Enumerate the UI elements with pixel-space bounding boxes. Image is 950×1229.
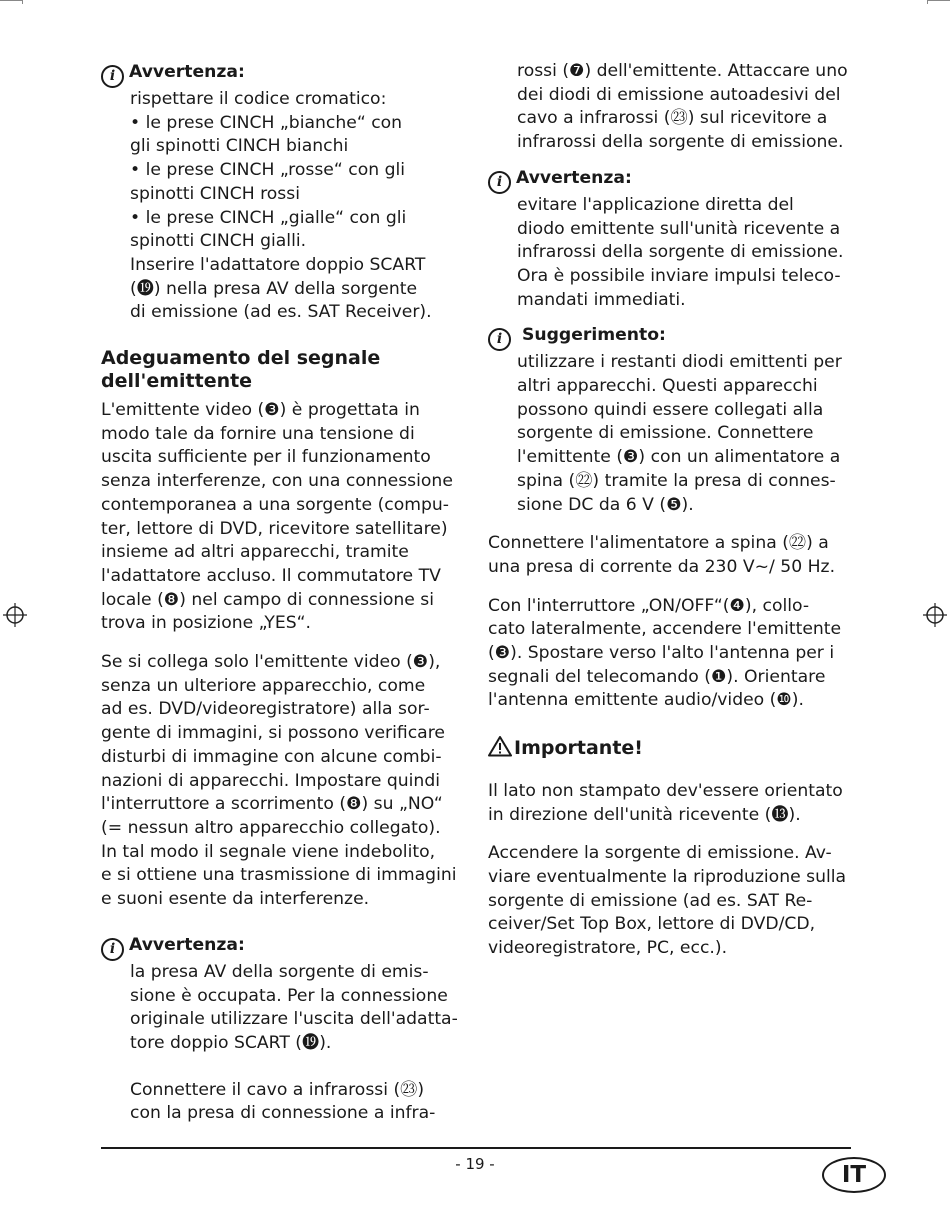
heading-line: Adeguamento del segnale [101, 347, 381, 370]
text-line: trova in posizione „YES“. [101, 613, 312, 634]
note-avvertenza-av [101, 934, 459, 1126]
text-line: ad es. DVD/videoregistratore) alla sor- [101, 699, 430, 720]
text-line: infrarossi della sorgente di emissione. [517, 132, 844, 153]
footer-divider [101, 1147, 851, 1149]
text-line: uscita sufficiente per il funzionamento [101, 447, 431, 468]
text-line: evitare l'applicazione diretta del [517, 194, 794, 215]
text-line: una presa di corrente da 230 V~/ 50 Hz. [488, 556, 836, 577]
text-line: rossi (❼) dell'emittente. Attaccare uno [517, 61, 848, 81]
text-line: con la presa di connessione a infra- [130, 1103, 436, 1124]
text-line: di emissione (ad es. SAT Receiver). [130, 302, 432, 323]
text-line: modo tale da fornire una tensione di [101, 423, 415, 444]
heading-line: dell'emittente [101, 370, 253, 393]
paragraph [488, 842, 848, 961]
text-line: altri apparecchi. Questi apparecchi [517, 376, 818, 397]
paragraph [488, 532, 848, 579]
text-line: Connettere l'alimentatore a spina (㉒) a [488, 533, 829, 554]
text-line: l'interruttore a scorrimento (❽) su „NO“ [101, 794, 443, 815]
text-line: l'antenna emittente audio/video (❿). [488, 690, 804, 711]
info-icon: i [101, 938, 124, 961]
note-title: Avvertenza: [129, 934, 245, 955]
text-line: Con l'interruttore „ON/OFF“(❹), collo- [488, 595, 810, 616]
warning-icon [488, 735, 512, 757]
text-line: rispettare il codice cromatico: [130, 89, 387, 109]
text-line: infrarossi della sorgente di emissione. [517, 242, 844, 263]
text-line: sorgente di emissione. Connettere [517, 423, 814, 444]
text-line: In tal modo il segnale viene indebolito, [101, 841, 436, 862]
text-line: la presa AV della sorgente di emis- [130, 961, 429, 982]
text-line: segnali del telecomando (❶). Orientare [488, 666, 826, 687]
text-line: gli spinotti CINCH bianchi [130, 136, 349, 157]
info-icon: i [488, 328, 511, 351]
text-line: (= nessun altro apparecchio collegato). [101, 817, 441, 838]
crop-mark [22, 0, 23, 4]
note-title: Suggerimento: [521, 325, 666, 346]
paragraph [101, 651, 459, 912]
text-line: sione è occupata. Per la connessione [130, 985, 448, 1006]
registration-mark-icon [923, 603, 947, 627]
crop-mark [927, 0, 928, 4]
text-line: tore doppio SCART (⓳). [130, 1032, 332, 1053]
text-line: contemporanea a una sorgente (compu- [101, 494, 449, 515]
text-line: (⓳) nella presa AV della sorgente [130, 278, 418, 299]
text-line: senza interferenze, con una connessione [101, 471, 453, 492]
text-line: insieme ad altri apparecchi, tramite [101, 542, 409, 563]
text-line: Accendere la sorgente di emissione. Av- [488, 843, 832, 864]
text-line: dei diodi di emissione autoadesivi del [517, 84, 841, 105]
right-column [488, 60, 848, 961]
text-line: videoregistratore, PC, ecc.). [488, 938, 728, 959]
text-line: nazioni di apparecchi. Impostare quindi [101, 770, 441, 791]
important-title: Importante! [514, 737, 643, 760]
section-heading [101, 347, 459, 393]
text-line: • le prese CINCH „gialle“ con gli [130, 207, 407, 228]
text-line: in direzione dell'unità ricevente (⓭). [488, 804, 801, 825]
text-line: locale (❽) nel campo di connessione si [101, 589, 435, 610]
text-line: Ora è possibile inviare impulsi teleco- [517, 265, 841, 286]
text-line: e si ottiene una trasmissione di immagini [101, 865, 457, 886]
note-suggerimento [488, 324, 848, 517]
text-line: Il lato non stampato dev'essere orientato [488, 780, 843, 801]
text-line: sorgente di emissione (ad es. SAT Re- [488, 890, 813, 911]
text-line: mandati immediati. [517, 289, 686, 310]
text-line: l'emittente (❸) con un alimentatore a [517, 447, 841, 468]
text-line: sione DC da 6 V (❺). [517, 494, 694, 515]
text-line: disturbi di immagine con alcune combi- [101, 746, 442, 767]
crop-mark [928, 0, 950, 1]
registration-mark-icon [3, 603, 27, 627]
text-line: e suoni esente da interferenze. [101, 889, 370, 910]
text-line: Se si collega solo l'emittente video (❸), [101, 652, 441, 673]
text-line: ceiver/Set Top Box, lettore di DVD/CD, [488, 914, 816, 935]
note-title: Avvertenza: [516, 167, 632, 188]
text-line: • le prese CINCH „bianche“ con [130, 112, 403, 133]
paragraph [488, 595, 848, 714]
language-badge: IT [822, 1157, 886, 1193]
text-line: L'emittente video (❸) è progettata in [101, 400, 420, 421]
text-line: gente di immagini, si possono verificare [101, 723, 445, 744]
text-line: possono quindi essere collegati alla [517, 399, 824, 420]
text-line: cavo a infrarossi (㉓) sul ricevitore a [517, 108, 828, 129]
important-heading [488, 735, 848, 761]
page-number: - 19 - [455, 1155, 495, 1173]
paragraph [101, 399, 459, 636]
text-line: spinotti CINCH gialli. [130, 231, 307, 252]
continued-text [488, 60, 848, 155]
note-avvertenza-colors [101, 61, 459, 325]
text-line: • le prese CINCH „rosse“ con gli [130, 160, 406, 181]
text-line: ter, lettore di DVD, ricevitore satellitare) [101, 518, 448, 539]
text-line: viare eventualmente la riproduzione sulla [488, 866, 847, 887]
crop-mark [0, 0, 22, 1]
note-title: Avvertenza: [129, 62, 245, 82]
info-icon: i [488, 171, 511, 194]
text-line: Inserire l'adattatore doppio SCART [130, 254, 426, 275]
text-line: utilizzare i restanti diodi emittenti per [517, 352, 842, 373]
info-icon: i [101, 65, 124, 88]
left-column [101, 61, 459, 1126]
text-line: spina (㉒) tramite la presa di connes- [517, 470, 836, 491]
note-avvertenza-diode [488, 167, 848, 313]
text-line: (❸). Spostare verso l'alto l'antenna per i [488, 643, 835, 664]
text-line: l'adattatore accluso. Il commutatore TV [101, 565, 441, 586]
text-line: Connettere il cavo a infrarossi (㉓) [130, 1079, 425, 1100]
text-line: diodo emittente sull'unità ricevente a [517, 218, 841, 239]
text-line: originale utilizzare l'uscita dell'adatta- [130, 1009, 458, 1030]
text-line: cato lateralmente, accendere l'emittente [488, 619, 842, 640]
paragraph [488, 780, 848, 827]
text-line: spinotti CINCH rossi [130, 183, 300, 204]
text-line: senza un ulteriore apparecchio, come [101, 675, 426, 696]
